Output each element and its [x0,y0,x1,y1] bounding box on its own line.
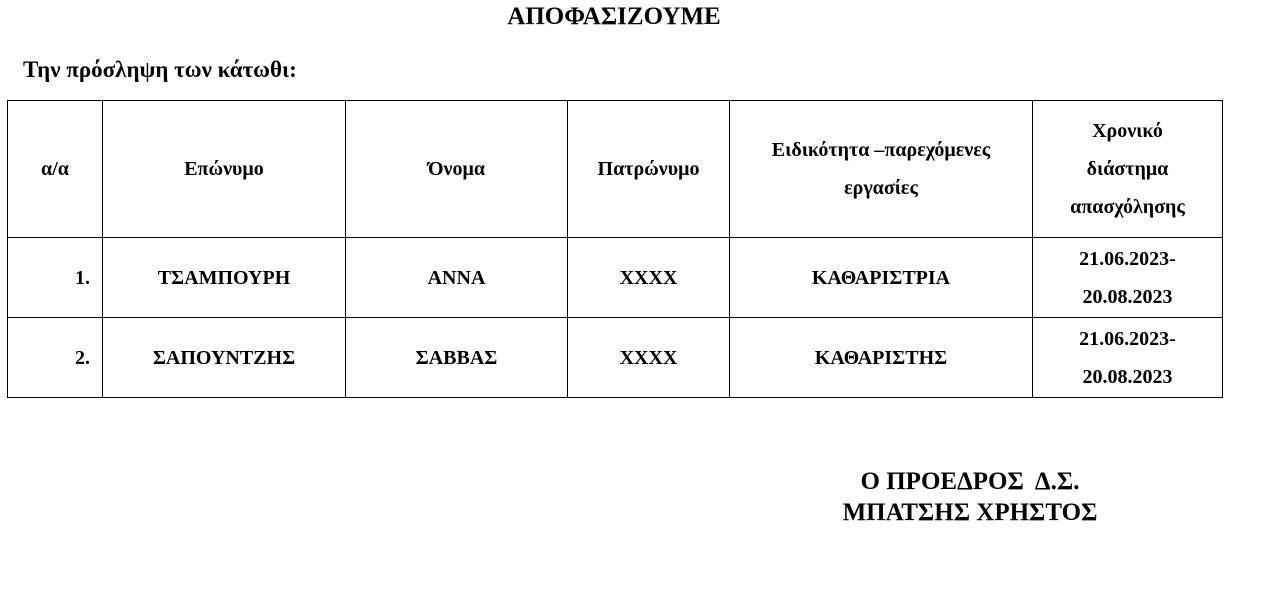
table-header-row [8,101,1223,238]
header-specialty: Ειδικότητα –παρεχόμενες εργασίες [730,101,1033,238]
cell-aa: 2. [8,318,103,398]
header-period: Χρονικό διάστημα απασχόλησης [1033,101,1223,238]
header-name: Όνομα [346,101,568,238]
cell-aa: 1. [8,238,103,318]
cell-name: ΑΝΝΑ [346,238,568,318]
header-patronymic: Πατρώνυμο [568,101,730,238]
cell-period: 21.06.2023-20.08.2023 [1033,238,1223,318]
signature-block [800,466,1140,528]
cell-surname: ΤΣΑΜΠΟΥΡΗ [103,238,346,318]
header-aa: α/α [8,101,103,238]
cell-surname: ΣΑΠΟΥΝΤΖΗΣ [103,318,346,398]
signature-role: Ο ΠΡΟΕΔΡΟΣ Δ.Σ. [860,468,1080,495]
cell-specialty: ΚΑΘΑΡΙΣΤΡΙΑ [730,238,1033,318]
cell-period: 21.06.2023-20.08.2023 [1033,318,1223,398]
document-title: ΑΠΟΦΑΣΙΖΟΥΜΕ [507,3,721,30]
cell-specialty: ΚΑΘΑΡΙΣΤΗΣ [730,318,1033,398]
document-subtitle: Την πρόσληψη των κάτωθι: [23,57,297,82]
table-row [8,238,1223,318]
signature-name: ΜΠΑΤΣΗΣ ΧΡΗΣΤΟΣ [842,499,1098,526]
table-row [8,318,1223,398]
cell-name: ΣΑΒΒΑΣ [346,318,568,398]
header-surname: Επώνυμο [103,101,346,238]
cell-patronymic: ΧΧΧΧ [568,238,730,318]
hires-table [7,100,1223,398]
cell-patronymic: ΧΧΧΧ [568,318,730,398]
